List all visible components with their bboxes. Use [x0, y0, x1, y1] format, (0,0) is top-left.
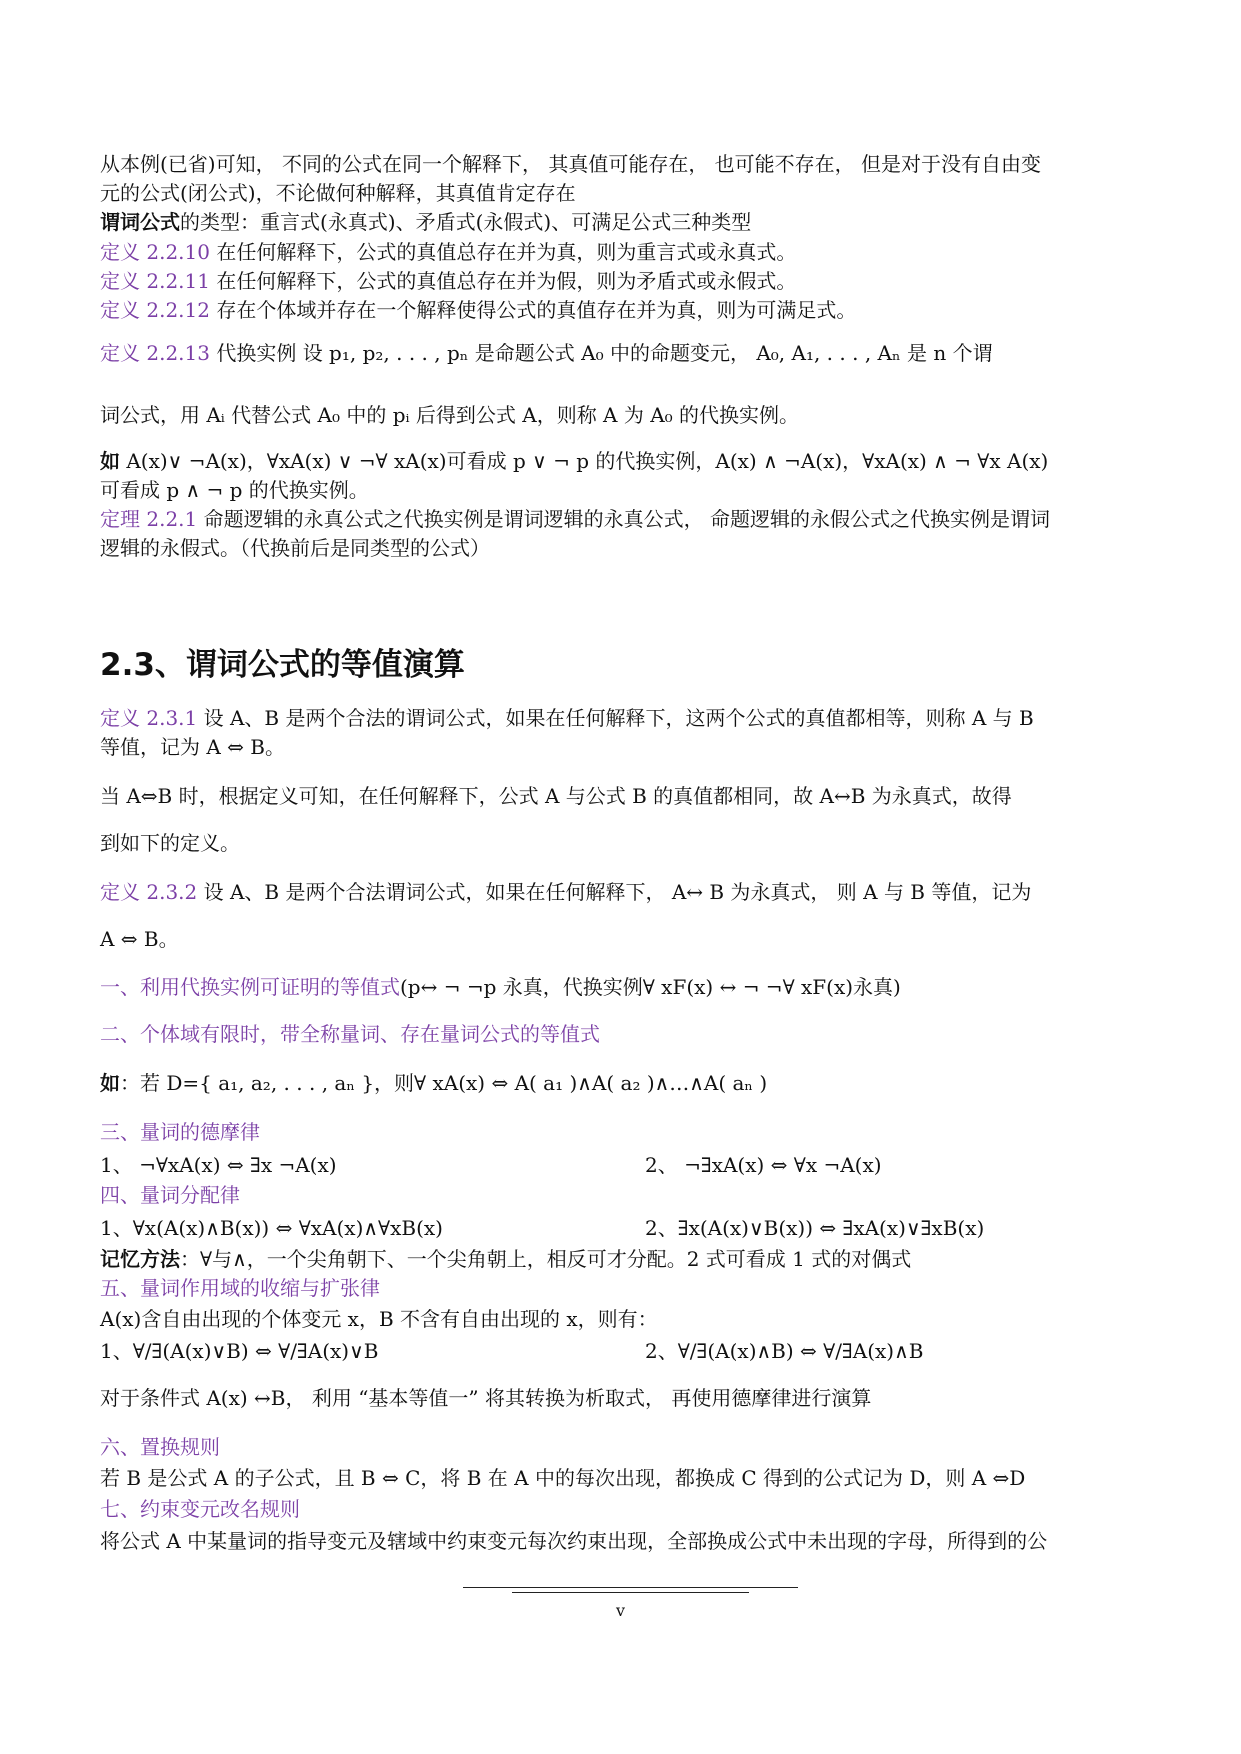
bold-term: 谓词公式: [100, 210, 180, 234]
paragraph-line: 将公式 A 中某量词的指导变元及辖域中约束变元每次约束出现，全部换成公式中未出现的字母，所得到的公: [100, 1529, 1048, 1553]
definition-label: 定义 2.2.13: [100, 341, 210, 365]
line-text: 的类型：重言式(永真式)、矛盾式(永假式)、可满足公式三种类型: [180, 210, 752, 234]
subsection-2: 二、个体域有限时，带全称量词、存在量词公式的等值式: [100, 1022, 600, 1046]
paragraph-line: 等值，记为 A ⇔ B。: [100, 735, 285, 759]
definition-label: 定义 2.2.10: [100, 240, 210, 264]
line-text: ：∀与∧，一个尖角朝下、一个尖角朝上，相反可才分配。2 式可看成 1 式的对偶式: [180, 1247, 912, 1271]
subsection-label: 一、利用代换实例可证明的等值式: [100, 975, 400, 999]
definition-2-2-11: [100, 268, 796, 294]
bold-term: 记忆方法: [100, 1247, 180, 1271]
bold-term: 如: [100, 1071, 120, 1095]
definition-text: 存在个体域并存在一个解释使得公式的真值存在并为真，则为可满足式。: [209, 298, 857, 322]
definition-2-3-1: [100, 705, 1034, 731]
definition-text: 在任何解释下，公式的真值总存在并为真，则为重言式或永真式。: [209, 240, 797, 264]
line-text: A(x)∨ ¬A(x)，∀xA(x) ∨ ¬∀ xA(x)可看成 p ∨ ¬ p 的代换实例，A(x) ∧ ¬A(x)，∀xA(x) ∧ ¬ ∀x A(x): [120, 449, 1049, 473]
paragraph-line: 逻辑的永假式。（代换前后是同类型的公式）: [100, 536, 490, 560]
section-heading: 2.3、谓词公式的等值演算: [100, 647, 465, 683]
definition-label: 定义 2.3.1: [100, 706, 198, 730]
formula-row: [100, 1338, 924, 1364]
formula-row: [100, 1152, 882, 1178]
subsection-3: 三、量词的德摩律: [100, 1120, 260, 1144]
definition-text: 代换实例 设 p₁, p₂, . . . , pₙ 是命题公式 A₀ 中的命题变元， A₀, A₁, . . . , Aₙ 是 n 个谓: [209, 341, 993, 365]
line-text: (p↔ ¬ ¬p 永真，代换实例∀ xF(x) ↔ ¬ ¬∀ xF(x)永真): [400, 975, 901, 999]
subsection-4: 四、量词分配律: [100, 1183, 240, 1207]
paragraph-line: 若 B 是公式 A 的子公式，且 B ⇔ C，将 B 在 A 中的每次出现，都换成 C 得到的公式记为 D，则 A ⇔D: [100, 1466, 1026, 1490]
formula-2: 2、∃x(A(x)∨B(x)) ⇔ ∃xA(x)∨∃xB(x): [645, 1216, 985, 1240]
formula-1: 1、∀x(A(x)∧B(x)) ⇔ ∀xA(x)∧∀xB(x): [100, 1216, 443, 1240]
paragraph-line: 当 A⇔B 时，根据定义可知，在任何解释下，公式 A 与公式 B 的真值都相同，故 A↔B 为永真式，故得: [100, 784, 1012, 808]
formula-row: [100, 1215, 985, 1241]
definition-2-2-13: [100, 340, 993, 366]
line-text: ：若 D={ a₁, a₂, . . . , aₙ }，则∀ xA(x) ⇔ A( a₁ )∧A( a₂ )∧…∧A( aₙ ): [120, 1071, 768, 1095]
subsection-1: [100, 974, 901, 1000]
subsection-5: 五、量词作用域的收缩与扩张律: [100, 1276, 380, 1300]
definition-text: 在任何解释下，公式的真值总存在并为假，则为矛盾式或永假式。: [209, 269, 797, 293]
bold-term: 如: [100, 449, 120, 473]
example-line: [100, 448, 1048, 474]
formula-1: 1、 ¬∀xA(x) ⇔ ∃x ¬A(x): [100, 1153, 337, 1177]
paragraph-line: A ⇔ B。: [100, 927, 179, 951]
definition-label: 定义 2.3.2: [100, 880, 198, 904]
definition-2-2-10: [100, 239, 796, 265]
formula-2: 2、 ¬∃xA(x) ⇔ ∀x ¬A(x): [645, 1153, 882, 1177]
theorem-label: 定理 2.2.1: [100, 507, 198, 531]
theorem-text: 命题逻辑的永真公式之代换实例是谓词逻辑的永真公式， 命题逻辑的永假公式之代换实例是谓词: [197, 507, 1050, 531]
footer-rule: [512, 1592, 749, 1593]
subsection-6: 六、置换规则: [100, 1435, 220, 1459]
definition-2-3-2: [100, 879, 1031, 905]
predicate-types-line: [100, 209, 751, 235]
formula-2: 2、∀/∃(A(x)∧B) ⇔ ∀/∃A(x)∧B: [645, 1339, 924, 1363]
definition-text: 设 A、B 是两个合法的谓词公式，如果在任何解释下，这两个公式的真值都相等，则称 A 与 B: [197, 706, 1034, 730]
definition-label: 定义 2.2.11: [100, 269, 210, 293]
definition-2-2-12: [100, 297, 856, 323]
example-line: [100, 1070, 767, 1096]
paragraph-line: 从本例(已省)可知， 不同的公式在同一个解释下， 其真值可能存在， 也可能不存在， 但是对于没有自由变: [100, 152, 1042, 176]
memory-method-line: [100, 1246, 911, 1272]
theorem-2-2-1: [100, 506, 1050, 532]
paragraph-line: 对于条件式 A(x) ↔B， 利用 “基本等值一” 将其转换为析取式， 再使用德摩律进行演算: [100, 1386, 872, 1410]
subsection-7: 七、约束变元改名规则: [100, 1497, 300, 1521]
footer-rule: [463, 1587, 798, 1588]
paragraph-line: 词公式，用 Aᵢ 代替公式 A₀ 中的 pᵢ 后得到公式 A，则称 A 为 A₀ 的代换实例。: [100, 403, 800, 427]
definition-label: 定义 2.2.12: [100, 298, 210, 322]
definition-text: 设 A、B 是两个合法谓词公式，如果在任何解释下， A↔ B 为永真式， 则 A 与 B 等值，记为: [197, 880, 1032, 904]
paragraph-line: A(x)含自由出现的个体变元 x，B 不含有自由出现的 x，则有：: [100, 1307, 658, 1331]
formula-1: 1、∀/∃(A(x)∨B) ⇔ ∀/∃A(x)∨B: [100, 1339, 379, 1363]
paragraph-line: 元的公式(闭公式)，不论做何种解释，其真值肯定存在: [100, 181, 576, 205]
page-number: v: [615, 1601, 626, 1620]
paragraph-line: 到如下的定义。: [100, 831, 240, 855]
paragraph-line: 可看成 p ∧ ¬ p 的代换实例。: [100, 478, 369, 502]
